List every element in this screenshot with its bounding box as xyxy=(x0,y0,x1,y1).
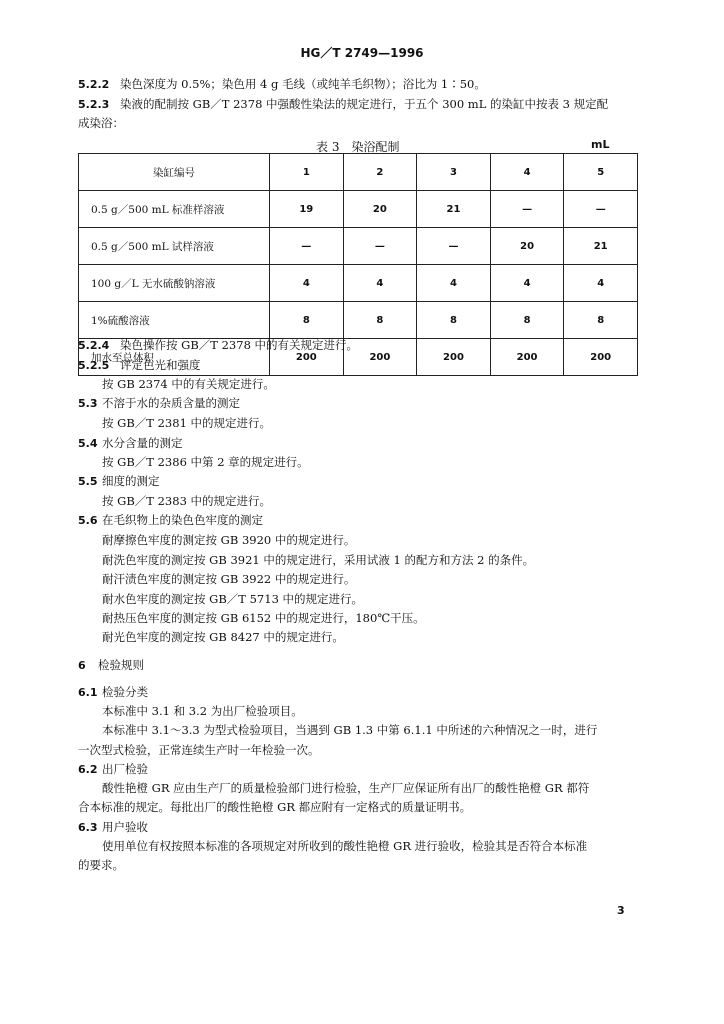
table-cell: 100 g／L 无水硫酸钠溶液 xyxy=(79,265,270,302)
table-cell: 200 xyxy=(564,339,638,376)
table-cell: 8 xyxy=(417,302,491,339)
clause-5-2-3 xyxy=(78,97,608,112)
table-cell: 19 xyxy=(270,191,344,228)
clause-number: 5.3 xyxy=(78,397,98,410)
clause-text: 染色深度为 0.5%；染色用 4 g 毛线（或纯羊毛织物）；浴比为 1∶50。 xyxy=(120,77,486,91)
table-cell: — xyxy=(270,228,344,265)
table-cell: 0.5 g／500 mL 试样溶液 xyxy=(79,228,270,265)
table-row xyxy=(79,228,638,265)
table-cell: 20 xyxy=(490,228,564,265)
table-unit: mL xyxy=(591,138,610,151)
clause-number: 5.6 xyxy=(78,514,98,527)
table-header-cell: 3 xyxy=(417,154,491,191)
clause-6-3-line2: 的要求。 xyxy=(78,858,124,872)
page-header: HG／T 2749—1996 xyxy=(300,46,424,60)
table-cell: 0.5 g／500 mL 标准样溶液 xyxy=(79,191,270,228)
clause-5-2-2 xyxy=(78,77,486,92)
clause-title: 不溶于水的杂质含量的测定 xyxy=(102,396,240,410)
clause-title: 检验分类 xyxy=(102,685,148,699)
clause-number: 5.2.4 xyxy=(78,339,110,352)
table-cell: 1%硫酸溶液 xyxy=(79,302,270,339)
table-row xyxy=(79,191,638,228)
clause-6-2-line2: 合本标准的规定。每批出厂的酸性艳橙 GR 都应附有一定格式的质量证明书。 xyxy=(78,800,472,814)
table-cell: 8 xyxy=(490,302,564,339)
clause-6-2-title xyxy=(78,762,148,777)
clause-6-1-title xyxy=(78,685,148,700)
clause-title: 细度的测定 xyxy=(102,474,160,488)
table-caption: 表 3 染浴配制 xyxy=(316,140,400,154)
clause-title: 出厂检验 xyxy=(102,762,148,776)
table-header-cell: 4 xyxy=(490,154,564,191)
clause-5-2-3-cont: 成染浴： xyxy=(78,116,124,130)
table-cell: 4 xyxy=(564,265,638,302)
clause-text: 染色操作按 GB／T 2378 中的有关规定进行。 xyxy=(120,338,359,352)
table-header-cell: 5 xyxy=(564,154,638,191)
clause-text: 染液的配制按 GB／T 2378 中强酸性染法的规定进行，于五个 300 mL 的染缸中按表 3 规定配 xyxy=(120,97,609,111)
clause-number: 5.5 xyxy=(78,475,98,488)
clause-6-3-title xyxy=(78,820,148,835)
clause-number: 6.1 xyxy=(78,686,98,699)
fastness-line: 耐热压色牢度的测定按 GB 6152 中的规定进行，180℃干压。 xyxy=(102,611,425,625)
clause-title: 评定色光和强度 xyxy=(120,358,201,372)
table-cell: 21 xyxy=(417,191,491,228)
clause-6-1-line1: 本标准中 3.1 和 3.2 为出厂检验项目。 xyxy=(102,704,303,718)
fastness-line: 耐光色牢度的测定按 GB 8427 中的规定进行。 xyxy=(102,630,344,644)
clause-5-4-body: 按 GB／T 2386 中第 2 章的规定进行。 xyxy=(102,455,309,469)
table-cell: 200 xyxy=(417,339,491,376)
table-cell: 200 xyxy=(343,339,417,376)
section-6-title xyxy=(78,658,144,673)
table-cell: 4 xyxy=(490,265,564,302)
section-title: 检验规则 xyxy=(98,658,144,672)
clause-6-2-line1: 酸性艳橙 GR 应由生产厂的质量检验部门进行检验，生产厂应保证所有出厂的酸性艳橙 GR 都符 xyxy=(102,781,590,795)
table-cell: — xyxy=(564,191,638,228)
table-cell: 8 xyxy=(564,302,638,339)
clause-5-3-title xyxy=(78,396,240,411)
clause-5-2-5-body: 按 GB 2374 中的有关规定进行。 xyxy=(102,377,275,391)
clause-title: 在毛织物上的染色色牢度的测定 xyxy=(102,513,263,527)
table-row xyxy=(79,302,638,339)
clause-5-6-title xyxy=(78,513,263,528)
section-number: 6 xyxy=(78,659,86,672)
clause-title: 水分含量的测定 xyxy=(102,436,183,450)
table-header-row xyxy=(79,154,638,191)
table-cell: — xyxy=(343,228,417,265)
table-cell: 8 xyxy=(270,302,344,339)
table-header-cell: 2 xyxy=(343,154,417,191)
fastness-line: 耐水色牢度的测定按 GB／T 5713 中的规定进行。 xyxy=(102,592,364,606)
clause-number: 5.2.3 xyxy=(78,98,110,111)
table-cell: 4 xyxy=(417,265,491,302)
clause-number: 6.3 xyxy=(78,821,98,834)
table-cell: 21 xyxy=(564,228,638,265)
clause-number: 5.2.5 xyxy=(78,359,110,372)
page-number: 3 xyxy=(617,904,625,917)
clause-number: 5.2.2 xyxy=(78,78,110,91)
fastness-line: 耐汗渍色牢度的测定按 GB 3922 中的规定进行。 xyxy=(102,572,356,586)
table-cell: 20 xyxy=(343,191,417,228)
table-cell: 4 xyxy=(343,265,417,302)
clause-5-2-4 xyxy=(78,338,358,353)
clause-6-1-line3: 一次型式检验，正常连续生产时一年检验一次。 xyxy=(78,743,320,757)
clause-6-1-line2: 本标准中 3.1～3.3 为型式检验项目，当遇到 GB 1.3 中第 6.1.1 中所述的六种情况之一时，进行 xyxy=(102,723,598,737)
table-cell: — xyxy=(417,228,491,265)
clause-5-5-title xyxy=(78,474,160,489)
fastness-line: 耐摩擦色牢度的测定按 GB 3920 中的规定进行。 xyxy=(102,533,356,547)
clause-number: 5.4 xyxy=(78,437,98,450)
table-cell: 4 xyxy=(270,265,344,302)
table-cell: — xyxy=(490,191,564,228)
fastness-line: 耐洗色牢度的测定按 GB 3921 中的规定进行，采用试液 1 的配方和方法 2 的条件。 xyxy=(102,553,535,567)
clause-5-4-title xyxy=(78,436,183,451)
table-header-cell: 染缸编号 xyxy=(79,154,270,191)
table-cell: 200 xyxy=(270,339,344,376)
clause-5-5-body: 按 GB／T 2383 中的规定进行。 xyxy=(102,494,272,508)
clause-5-3-body: 按 GB／T 2381 中的规定进行。 xyxy=(102,416,272,430)
clause-6-3-line1: 使用单位有权按照本标准的各项规定对所收到的酸性艳橙 GR 进行验收，检验其是否符合本标准 xyxy=(102,839,588,853)
table-cell: 8 xyxy=(343,302,417,339)
clause-5-2-5-title xyxy=(78,358,201,373)
table-cell: 加水至总体积 xyxy=(79,339,270,376)
clause-title: 用户验收 xyxy=(102,820,148,834)
clause-number: 6.2 xyxy=(78,763,98,776)
table-header-cell: 1 xyxy=(270,154,344,191)
table-cell: 200 xyxy=(490,339,564,376)
table-row xyxy=(79,265,638,302)
